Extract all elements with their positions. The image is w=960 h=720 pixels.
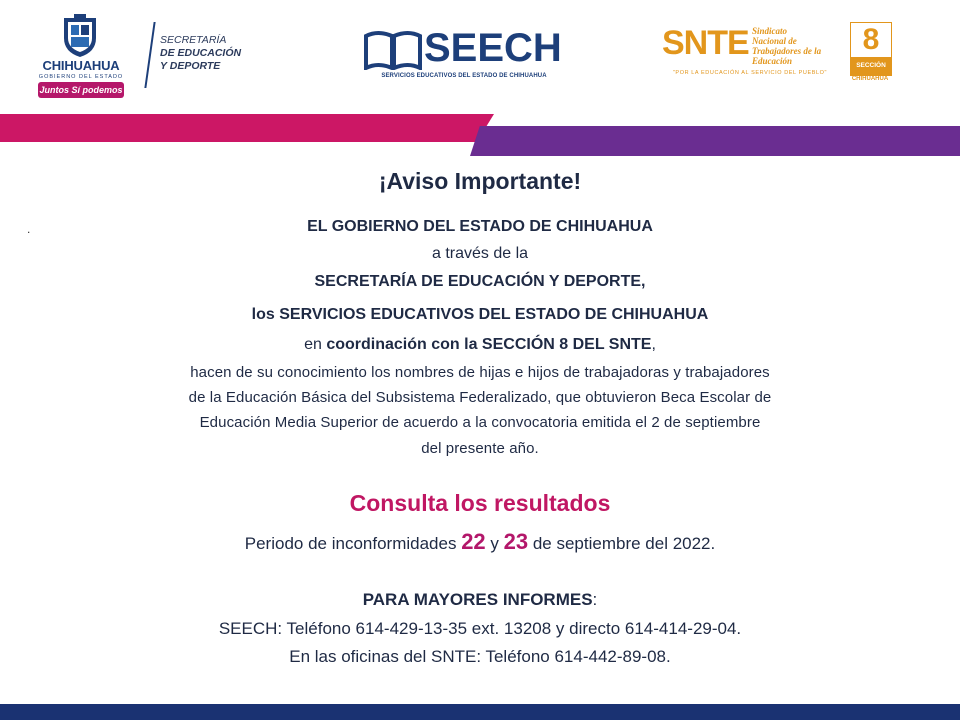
- info-seech-phones: SEECH: Teléfono 614-429-13-35 ext. 13208 y directo 614-414-29-04.: [218, 619, 742, 638]
- periodo-day-2: 23: [503, 529, 529, 554]
- chihuahua-subtitle: GOBIERNO DEL ESTADO: [38, 74, 124, 80]
- periodo-inconformidades: [0, 529, 960, 555]
- open-book-icon: [364, 30, 422, 70]
- purple-band: [470, 126, 960, 156]
- section-state: CHIHUAHUA: [851, 76, 889, 82]
- notice-line-secretaria: SECRETARÍA DE EDUCACIÓN Y DEPORTE,: [314, 273, 646, 290]
- periodo-day-1: 22: [461, 529, 486, 554]
- notice-paragraph-line-2: de la Educación Básica del Subsistema Federalizado, que obtuvieron Beca Escolar de: [188, 389, 772, 406]
- seech-tagline: SERVICIOS EDUCATIVOS DEL ESTADO DE CHIHUAHUA: [381, 73, 547, 79]
- notice-paragraph-line-4: del presente año.: [421, 440, 539, 457]
- coat-of-arms-icon: [60, 14, 100, 58]
- notice-paragraph-line-3: Educación Media Superior de acuerdo a la convocatoria emitida el 2 de septiembre: [199, 414, 761, 431]
- snte-motto: "POR LA EDUCACIÓN AL SERVICIO DEL PUEBLO": [672, 70, 828, 76]
- snte-logo: [660, 22, 900, 88]
- seech-logo: [364, 28, 564, 84]
- periodo-connector: y: [485, 534, 504, 553]
- snte-desc-2: Nacional de: [752, 36, 797, 46]
- secretaria-line-1: SECRETARÍA: [160, 34, 227, 46]
- snte-desc-4: Educación: [752, 56, 793, 66]
- stray-dot: .: [27, 222, 31, 236]
- page-title: ¡Aviso Importante!: [378, 168, 582, 194]
- header-divider: [144, 22, 155, 88]
- slogan-part-a: Juntos: [39, 85, 69, 95]
- secretaria-line-2: DE EDUCACIÓN: [160, 47, 242, 59]
- coordination-bold: coordinación con la SECCIÓN 8 DEL SNTE: [326, 336, 652, 353]
- notice-line-government: EL GOBIERNO DEL ESTADO DE CHIHUAHUA: [307, 218, 653, 235]
- notice-paragraph-line-1: hacen de su conocimiento los nombres de hijas e hijos de trabajadoras y trabajadores: [190, 364, 770, 381]
- consulta-resultados-heading: Consulta los resultados: [349, 490, 611, 516]
- notice-line-coordination: [0, 336, 960, 354]
- section-8-badge: [850, 22, 892, 76]
- pink-band: [0, 114, 494, 142]
- mayores-informes-heading: [0, 590, 960, 610]
- info-snte-phone: En las oficinas del SNTE: Teléfono 614-442-89-08.: [289, 647, 671, 666]
- info-colon: :: [592, 590, 598, 609]
- section-number: 8: [862, 23, 880, 56]
- snte-desc-3: Trabajadores de la: [752, 46, 822, 56]
- snte-desc-1: Sindicato: [752, 26, 788, 36]
- seech-wordmark: SEECH: [424, 26, 562, 70]
- periodo-prefix: Periodo de inconformidades: [244, 534, 462, 553]
- snte-description: [752, 26, 852, 66]
- slogan-part-b: Sí podemos: [71, 85, 123, 95]
- chihuahua-government-logo: [34, 14, 144, 98]
- secretaria-line-3: Y DEPORTE: [160, 60, 221, 72]
- coordination-suffix: ,: [651, 336, 656, 353]
- bottom-band: [0, 704, 960, 720]
- periodo-suffix: de septiembre del 2022.: [528, 534, 716, 553]
- coordination-prefix: en: [304, 336, 327, 353]
- notice-line-seech: los SERVICIOS EDUCATIVOS DEL ESTADO DE CHIHUAHUA: [251, 306, 709, 323]
- snte-wordmark: SNTE: [662, 24, 749, 62]
- section-label: SECCIÓN: [851, 57, 891, 75]
- secretaria-logo-text: [160, 34, 270, 73]
- info-title: PARA MAYORES INFORMES: [362, 590, 593, 609]
- notice-line-via: a través de la: [431, 245, 529, 262]
- chihuahua-wordmark: CHIHUAHUA: [42, 58, 120, 73]
- chihuahua-slogan: [38, 82, 124, 98]
